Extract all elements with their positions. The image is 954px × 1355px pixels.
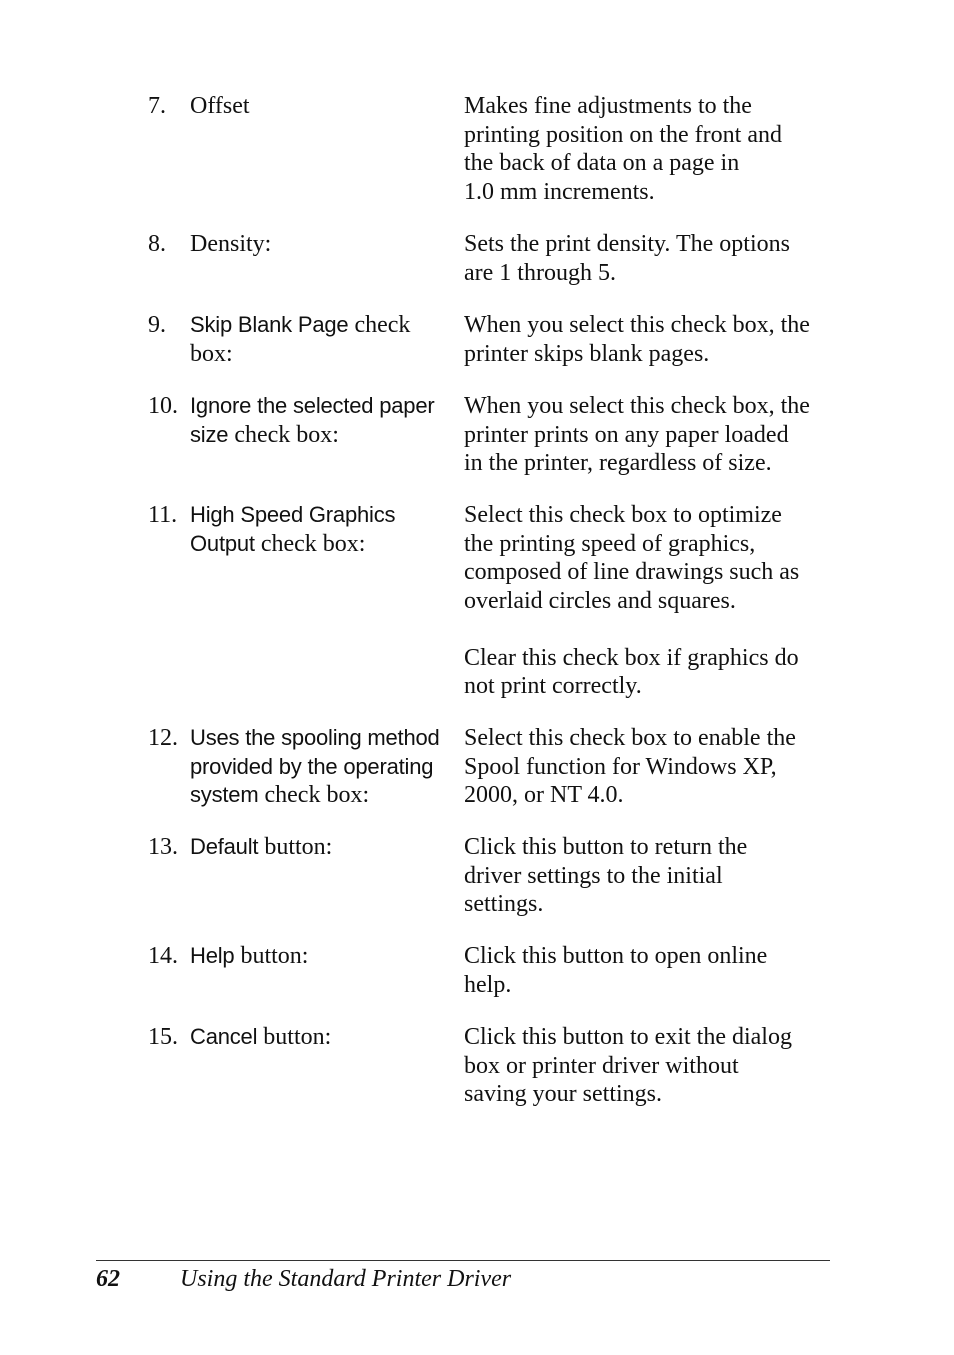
term-text: button: <box>234 943 309 969</box>
description-line: Sets the print density. The options <box>464 231 790 257</box>
description-line: help. <box>464 971 512 998</box>
ui-element-name: Output <box>190 530 255 556</box>
term-line <box>190 230 466 259</box>
term-line <box>190 724 466 753</box>
item-term <box>190 392 466 449</box>
chapter-title: Using the Standard Printer Driver <box>180 1266 512 1292</box>
ui-element-name: Cancel <box>190 1024 258 1049</box>
term-line <box>190 1023 466 1052</box>
item-term <box>190 230 466 259</box>
item-description <box>464 92 834 206</box>
ui-element-name: Skip Blank Page <box>190 312 349 337</box>
description-line: overlaid circles and squares. <box>464 587 736 614</box>
description-line: are 1 through 5. <box>464 259 616 286</box>
description-line: not print correctly. <box>464 673 642 699</box>
description-line: Select this check box to optimize <box>464 502 782 528</box>
description-line: printing position on the front and <box>464 121 782 148</box>
term-text: button: <box>257 1024 332 1050</box>
term-text: Offset <box>190 93 250 119</box>
term-text: box: <box>190 340 233 367</box>
item-description <box>464 833 834 919</box>
item-number: 11. <box>148 502 178 528</box>
term-line <box>190 421 466 450</box>
description-paragraph <box>464 230 834 287</box>
item-description <box>464 724 834 810</box>
item-description <box>464 392 834 478</box>
ui-element-name: Uses the spooling method <box>190 725 440 750</box>
description-line: driver settings to the initial <box>464 862 723 889</box>
item-number: 9. <box>148 312 166 338</box>
description-line: Click this button to return the <box>464 834 748 860</box>
description-line: settings. <box>464 891 544 917</box>
term-line <box>190 392 466 421</box>
description-line: Click this button to exit the dialog <box>464 1024 792 1050</box>
term-line <box>190 753 466 782</box>
description-line: composed of line drawings such as <box>464 559 800 585</box>
ui-element-name: system <box>190 782 259 807</box>
description-line: box or printer driver without <box>464 1052 739 1079</box>
ui-element-name: size <box>190 421 229 447</box>
item-description <box>464 1023 834 1109</box>
term-text: check box: <box>228 421 339 448</box>
item-number: 10. <box>148 393 178 419</box>
description-line: 1.0 mm increments. <box>464 178 655 205</box>
page-number: 62 <box>96 1266 120 1292</box>
item-term <box>190 942 466 971</box>
description-paragraph <box>464 724 834 810</box>
item-number: 8. <box>148 231 166 257</box>
description-paragraph <box>464 92 834 206</box>
description-paragraph <box>464 942 834 999</box>
description-paragraph <box>464 392 834 478</box>
description-line: printer prints on any paper loaded <box>464 421 789 448</box>
ui-element-name: Ignore the selected paper <box>190 393 435 418</box>
item-term <box>190 724 466 810</box>
term-line <box>190 530 466 559</box>
description-line: the back of data on a page in <box>464 150 740 176</box>
description-line: in the printer, regardless of size. <box>464 450 772 476</box>
item-description <box>464 501 834 701</box>
description-line: Select this check box to enable the <box>464 725 796 751</box>
term-line <box>190 942 466 971</box>
term-text: check <box>348 312 411 338</box>
item-number: 12. <box>148 725 178 751</box>
footer-rule <box>96 1260 830 1261</box>
term-line <box>190 501 466 530</box>
description-paragraph <box>464 501 834 615</box>
ui-element-name: Default <box>190 834 259 859</box>
description-line: Click this button to open online <box>464 943 768 969</box>
item-description <box>464 311 834 368</box>
item-term <box>190 833 466 862</box>
item-number: 7. <box>148 93 166 119</box>
term-line <box>190 92 466 121</box>
ui-element-name: High Speed Graphics <box>190 502 396 527</box>
description-line: Clear this check box if graphics do <box>464 644 799 671</box>
term-text: check box: <box>254 530 366 557</box>
description-line: When you select this check box, the <box>464 312 810 338</box>
term-line <box>190 311 466 340</box>
description-line: printer skips blank pages. <box>464 340 710 367</box>
ui-element-name: provided by the operating <box>190 753 434 779</box>
term-text: Density: <box>190 231 272 257</box>
item-term <box>190 311 466 368</box>
description-line: Spool function for Windows XP, <box>464 753 777 780</box>
description-line: the printing speed of graphics, <box>464 530 756 557</box>
item-number: 15. <box>148 1024 178 1050</box>
term-line <box>190 781 466 810</box>
item-term <box>190 1023 466 1052</box>
term-text: check box: <box>258 782 370 808</box>
item-number: 13. <box>148 834 178 860</box>
description-line: When you select this check box, the <box>464 393 810 419</box>
description-paragraph <box>464 833 834 919</box>
description-line: saving your settings. <box>464 1081 662 1107</box>
description-paragraph <box>464 311 834 368</box>
item-description <box>464 230 834 287</box>
description-paragraph <box>464 644 834 701</box>
item-description <box>464 942 834 999</box>
item-term <box>190 92 466 121</box>
description-paragraph <box>464 1023 834 1109</box>
description-line: 2000, or NT 4.0. <box>464 782 624 808</box>
description-line: Makes fine adjustments to the <box>464 93 752 119</box>
ui-element-name: Help <box>190 943 235 968</box>
item-number: 14. <box>148 943 178 969</box>
term-line <box>190 833 466 862</box>
term-text: button: <box>258 834 333 860</box>
term-line <box>190 340 466 369</box>
item-term <box>190 501 466 558</box>
